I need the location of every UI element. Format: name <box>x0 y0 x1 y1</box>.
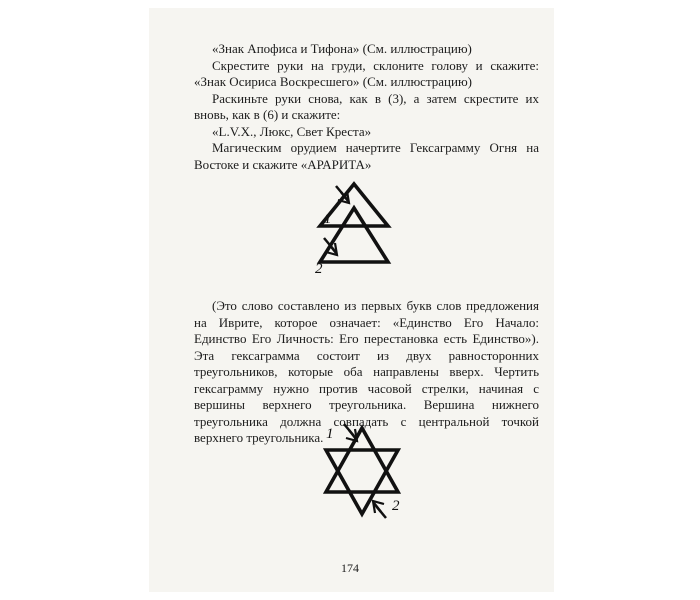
arrow-1-icon <box>336 186 349 203</box>
label-2: 2 <box>392 498 400 514</box>
paragraph: Магическим орудием начертите Гексаграмму Огня на Востоке и скажите «АРАРИТА» <box>194 140 539 172</box>
page-number: 174 <box>341 561 359 575</box>
paragraph: Скрестите руки на груди, склоните голову и скажите: «Знак Осириса Воскресшего» (См. иллюстрацию) <box>194 57 539 89</box>
paragraph: Раскиньте руки снова, как в (3), а затем скрестите их вновь, как в (6) и скажите: <box>194 90 539 122</box>
up-triangle <box>326 428 398 492</box>
paragraph: «Знак Апофиса и Тифона» (См. иллюстрацию) <box>212 41 472 56</box>
paragraph: «L.V.X., Люкс, Свет Креста» <box>212 123 372 139</box>
fire-hexagram-figure <box>310 178 410 278</box>
hexagram-figure <box>316 418 416 528</box>
label-1: 1 <box>326 426 334 442</box>
text-block-top <box>194 41 539 173</box>
arrow-1-icon <box>344 424 357 441</box>
label-2: 2 <box>315 261 323 277</box>
down-triangle <box>326 450 398 514</box>
label-1: 1 <box>324 211 332 227</box>
paragraph: (Это слово составлено из первых букв слов предложения на Иврите, которое означает: «Единство Его Начало: Единство Его Личность: Его перестановка есть Единство»). Эта гексаграмма состоит из двух равносторонних треугольников, которые оба направлены вверх. Чертить гексаграмму нужно против часовой стрелки, начиная с вершины верхнего треугольника. Вершина нижнего треугольника должна совпадать с центральной точкой верхнего треугольника. <box>194 298 539 445</box>
arrow-2-icon <box>373 501 386 518</box>
